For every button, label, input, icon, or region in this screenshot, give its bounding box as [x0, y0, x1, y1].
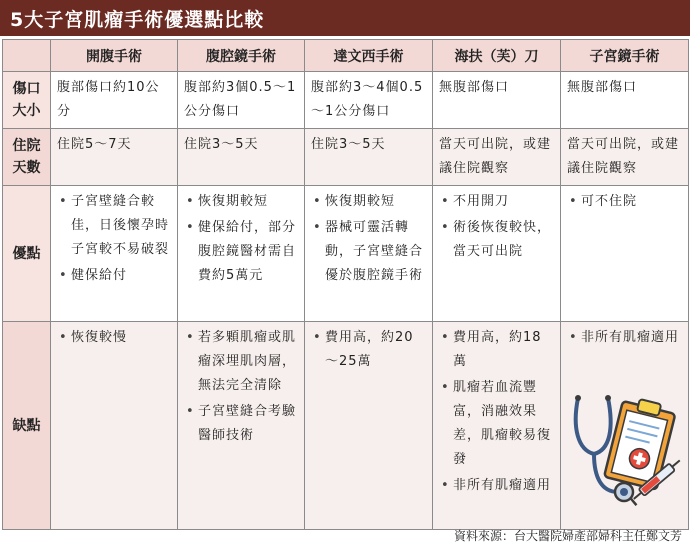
table-cell [305, 186, 433, 322]
table-cell [433, 186, 561, 322]
stethoscope-clipboard-syringe-icon [568, 388, 686, 506]
list-item: • 非所有肌瘤適用 [567, 326, 682, 350]
page-title: 5大子宮肌瘤手術優選點比較 [0, 0, 690, 36]
row-label [3, 72, 51, 129]
table-cell: 腹部傷口約10公分 [51, 72, 178, 129]
list-item: • 健保給付，部分腹腔鏡醫材需自費約5萬元 [184, 216, 298, 288]
list-item: • 恢復期較短 [184, 190, 298, 214]
header-row [3, 40, 689, 72]
table-cell [51, 186, 178, 322]
list-item: • 恢復較慢 [57, 326, 171, 350]
list-item: • 子宮壁縫合考驗醫師技術 [184, 400, 298, 448]
table-cell: 無腹部傷口 [561, 72, 689, 129]
table-cell [561, 186, 689, 322]
column-header: 腹腔鏡手術 [178, 40, 305, 72]
table-cell: 腹部約3～4個0.5～1公分傷口 [305, 72, 433, 129]
list-item: • 器械可靈活轉動，子宮壁縫合優於腹腔鏡手術 [311, 216, 426, 288]
row-label [3, 129, 51, 186]
corner-cell [3, 40, 51, 72]
column-header: 達文西手術 [305, 40, 433, 72]
list-item: • 子宮壁縫合較佳，日後懷孕時子宮較不易破裂 [57, 190, 171, 262]
row-label: 優點 [3, 186, 51, 322]
table-cell: 當天可出院，或建議住院觀察 [561, 129, 689, 186]
table-cell [178, 186, 305, 322]
column-header: 子宮鏡手術 [561, 40, 689, 72]
table-cell [433, 322, 561, 530]
source-note: 資料來源：台大醫院婦產部婦科主任鄭文芳 [453, 529, 682, 543]
table-cell: 腹部約3個0.5～1公分傷口 [178, 72, 305, 129]
list-item: • 若多顆肌瘤或肌瘤深埋肌肉層，無法完全清除 [184, 326, 298, 398]
table-cell [178, 322, 305, 530]
list-item: • 健保給付 [57, 264, 171, 288]
list-item: • 費用高，約20～25萬 [311, 326, 426, 374]
table-row [3, 72, 689, 129]
table-cell: 當天可出院，或建議住院觀察 [433, 129, 561, 186]
list-item: • 肌瘤若血流豐富，消融效果差，肌瘤較易復發 [439, 376, 554, 472]
list-item: • 可不住院 [567, 190, 682, 214]
list-item: • 恢復期較短 [311, 190, 426, 214]
list-item: • 非所有肌瘤適用 [439, 474, 554, 498]
table-cell [305, 322, 433, 530]
row-label-text: 傷口大小 [12, 81, 41, 119]
column-header: 開腹手術 [51, 40, 178, 72]
table-cell: 住院3～5天 [305, 129, 433, 186]
row-label: 缺點 [3, 322, 51, 530]
table-cell: 住院3～5天 [178, 129, 305, 186]
table-row [3, 129, 689, 186]
table-row [3, 186, 689, 322]
list-item: • 費用高，約18萬 [439, 326, 554, 374]
table-cell: 住院5～7天 [51, 129, 178, 186]
table-cell: 無腹部傷口 [433, 72, 561, 129]
column-header: 海扶（芙）刀 [433, 40, 561, 72]
table-cell [51, 322, 178, 530]
row-label-text: 住院天數 [12, 138, 41, 176]
list-item: • 術後恢復較快，當天可出院 [439, 216, 554, 264]
list-item: • 不用開刀 [439, 190, 554, 214]
